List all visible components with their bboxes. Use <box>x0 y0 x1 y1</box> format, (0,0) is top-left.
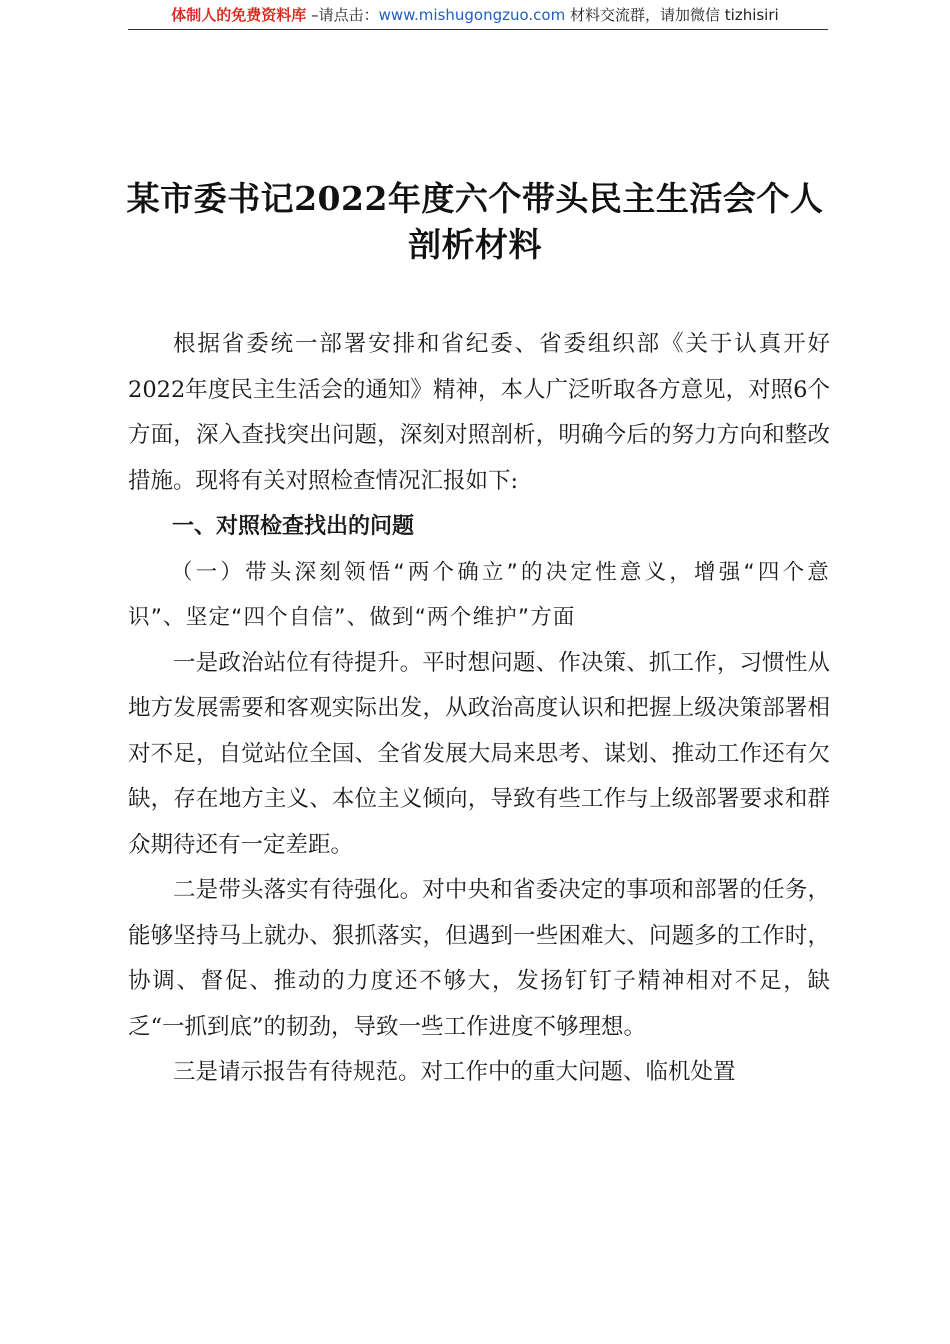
document-body <box>128 322 830 1096</box>
banner-contact: 材料交流群，请加微信 tizhisiri <box>565 6 779 24</box>
body-paragraph: 二是带头落实有待强化。对中央和省委决定的事项和部署的任务，能够坚持马上就办、狠抓落实，但遇到一些困难大、问题多的工作时，协调、督促、推动的力度还不够大，发扬钉钉子精神相对不足，缺乏“一抓到底”的韧劲，导致一些工作进度不够理想。 <box>128 877 830 1040</box>
banner-prompt: –请点击： <box>306 6 379 24</box>
banner-brand: 体制人的免费资料库 <box>171 6 307 24</box>
document-title: 某市委书记2022年度六个带头民主生活会个人剖析材料 <box>126 179 824 264</box>
subsection-heading: （一）带头深刻领悟“两个确立”的决定性意义，增强“四个意识”、坚定“四个自信”、做到“两个维护”方面 <box>128 559 830 630</box>
intro-paragraph: 根据省委统一部署安排和省纪委、省委组织部《关于认真开好2022年度民主生活会的通知》精神，本人广泛听取各方意见，对照6个方面，深入查找突出问题，深刻对照剖析，明确今后的努力方向和整改措施。现将有关对照检查情况汇报如下: <box>128 331 830 494</box>
section-heading: 一、对照检查找出的问题 <box>172 514 415 539</box>
header-divider <box>128 29 828 30</box>
body-paragraph: 一是政治站位有待提升。平时想问题、作决策、抓工作，习惯性从地方发展需要和客观实际出发，从政治高度认识和把握上级决策部署相对不足，自觉站位全国、全省发展大局来思考、谋划、推动工作还有欠缺，存在地方主义、本位主义倾向，导致有些工作与上级部署要求和群众期待还有一定差距。 <box>128 649 830 858</box>
banner-link[interactable]: www.mishugongzuo.com <box>378 6 566 24</box>
body-paragraph: 三是请示报告有待规范。对工作中的重大问题、临机处置 <box>173 1059 736 1085</box>
